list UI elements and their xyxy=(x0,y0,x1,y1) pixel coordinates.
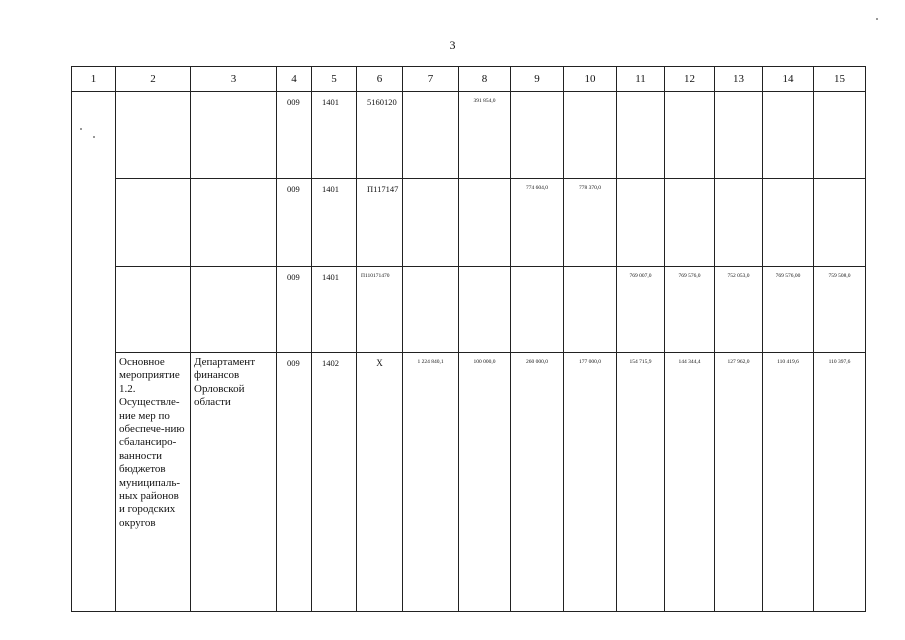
merged-cell-col1 xyxy=(72,92,116,612)
table-cell xyxy=(191,92,277,179)
header-cell: 11 xyxy=(617,67,665,92)
table-cell xyxy=(403,267,459,353)
table-cell xyxy=(511,267,564,353)
table-cell: 177 000,0 xyxy=(564,353,617,612)
header-cell: 15 xyxy=(814,67,866,92)
header-cell: 1 xyxy=(72,67,116,92)
table-cell xyxy=(116,92,191,179)
table-row xyxy=(72,92,866,179)
table-cell xyxy=(665,179,715,267)
table-cell xyxy=(617,179,665,267)
table-cell: 260 000,0 xyxy=(511,353,564,612)
table-cell: 154 715,9 xyxy=(617,353,665,612)
table-cell xyxy=(564,267,617,353)
table-cell: 769 007,0 xyxy=(617,267,665,353)
table-cell: 774 604,0 xyxy=(511,179,564,267)
table-cell xyxy=(116,267,191,353)
table-cell: 110 419,6 xyxy=(763,353,814,612)
table-cell xyxy=(715,92,763,179)
budget-table xyxy=(71,66,866,612)
table-cell xyxy=(511,92,564,179)
scan-speck xyxy=(876,18,878,20)
header-cell: 7 xyxy=(403,67,459,92)
table-cell xyxy=(459,267,511,353)
table-cell: 009 xyxy=(277,353,312,612)
header-cell: 9 xyxy=(511,67,564,92)
table-cell: 100 000,0 xyxy=(459,353,511,612)
header-cell: 12 xyxy=(665,67,715,92)
table-cell: Департамент финансов Орловской области xyxy=(191,353,277,612)
header-cell: 4 xyxy=(277,67,312,92)
table-cell: X xyxy=(357,353,403,612)
table-cell xyxy=(116,179,191,267)
table-cell: 127 962,0 xyxy=(715,353,763,612)
table-cell: 769 576,0 xyxy=(665,267,715,353)
table-cell: 1401 xyxy=(312,92,357,179)
table-cell xyxy=(763,179,814,267)
table-cell xyxy=(564,92,617,179)
table-row xyxy=(72,267,866,353)
table-cell: 110 397,6 xyxy=(814,353,866,612)
table-row xyxy=(72,353,866,612)
table-cell: 752 053,0 xyxy=(715,267,763,353)
table-cell: 009 xyxy=(277,179,312,267)
table-cell: 1402 xyxy=(312,353,357,612)
header-cell: 6 xyxy=(357,67,403,92)
table-cell: 1401 xyxy=(312,179,357,267)
header-cell: 13 xyxy=(715,67,763,92)
table-cell xyxy=(814,92,866,179)
header-cell: 5 xyxy=(312,67,357,92)
table-cell: 009 xyxy=(277,267,312,353)
table-cell xyxy=(403,92,459,179)
table-cell xyxy=(617,92,665,179)
table-cell: 391 854,0 xyxy=(459,92,511,179)
table-cell xyxy=(665,92,715,179)
table-cell: 1 224 840,1 xyxy=(403,353,459,612)
header-cell: 8 xyxy=(459,67,511,92)
table-cell: 778 370,0 xyxy=(564,179,617,267)
header-cell: 3 xyxy=(191,67,277,92)
header-row xyxy=(72,67,866,92)
table-cell: 759 508,0 xyxy=(814,267,866,353)
table-cell: 769 576,00 xyxy=(763,267,814,353)
table-cell xyxy=(191,179,277,267)
header-cell: 14 xyxy=(763,67,814,92)
table-cell: Основное мероприятие 1.2. Осуществле-ние мер по обеспече-нию сбалансиро-ванности бюджетов муниципаль-ных районов и городских округов xyxy=(116,353,191,612)
table-cell xyxy=(814,179,866,267)
table-cell: 009 xyxy=(277,92,312,179)
table-row xyxy=(72,179,866,267)
table-cell: П110171470 xyxy=(357,267,403,353)
table-cell: 1401 xyxy=(312,267,357,353)
table-cell: П117147 xyxy=(357,179,403,267)
header-cell: 10 xyxy=(564,67,617,92)
header-cell: 2 xyxy=(116,67,191,92)
table-cell: 144 344,4 xyxy=(665,353,715,612)
table-cell xyxy=(715,179,763,267)
table-cell: 5160120 xyxy=(357,92,403,179)
page-number: 3 xyxy=(449,38,456,52)
table-cell xyxy=(191,267,277,353)
table-cell xyxy=(459,179,511,267)
table-cell xyxy=(403,179,459,267)
table-cell xyxy=(763,92,814,179)
